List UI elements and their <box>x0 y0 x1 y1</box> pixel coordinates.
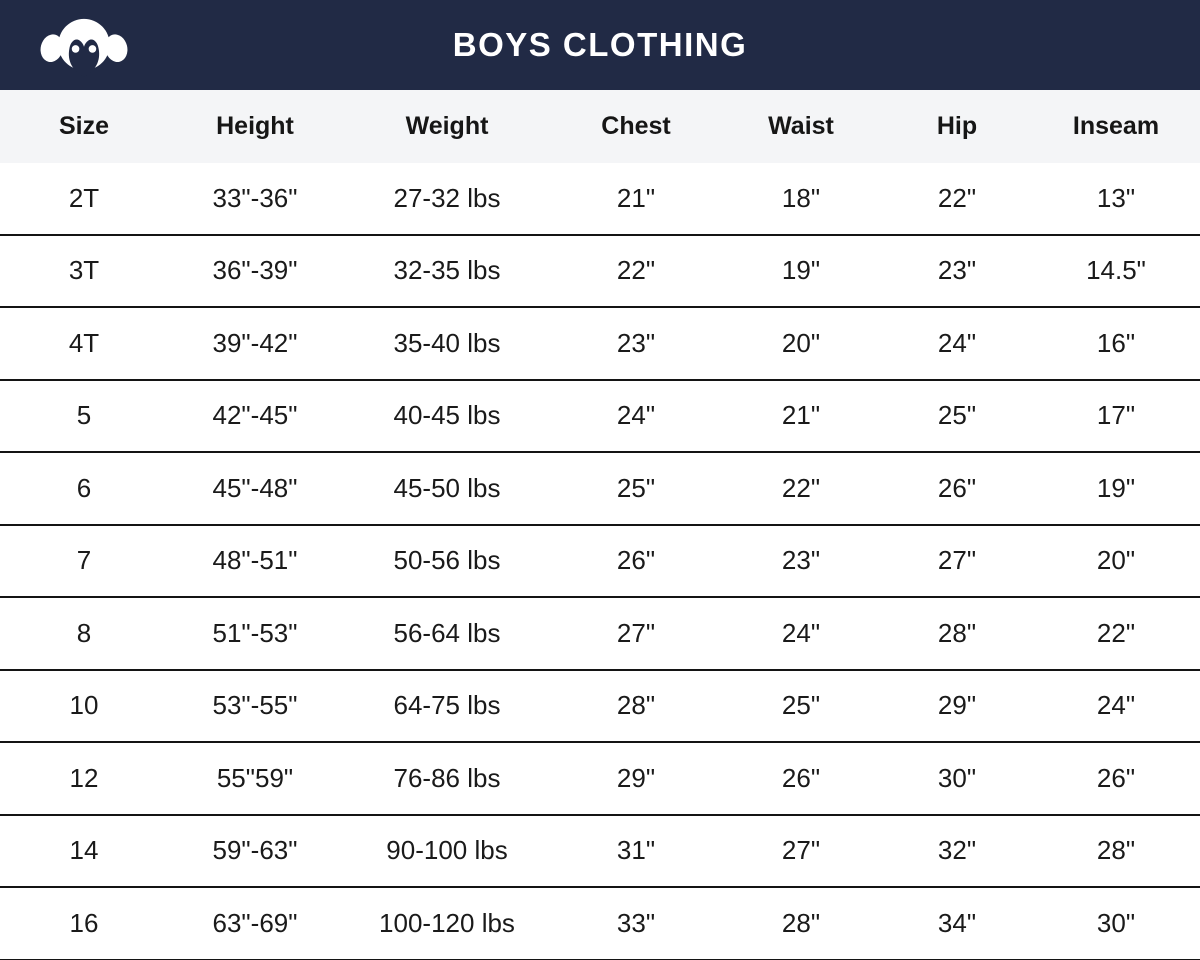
table-cell: 27-32 lbs <box>342 163 552 235</box>
table-cell: 28" <box>882 597 1032 670</box>
table-cell: 18" <box>720 163 882 235</box>
table-cell: 45"-48" <box>168 452 342 525</box>
table-cell: 27" <box>882 525 1032 598</box>
table-cell: 22" <box>882 163 1032 235</box>
table-row <box>0 742 1200 815</box>
table-cell: 27" <box>552 597 720 670</box>
size-chart-table <box>0 90 1200 960</box>
table-cell: 26" <box>1032 742 1200 815</box>
table-cell: 64-75 lbs <box>342 670 552 743</box>
table-cell: 28" <box>1032 815 1200 888</box>
table-cell: 34" <box>882 887 1032 960</box>
table-cell: 33" <box>552 887 720 960</box>
table-row <box>0 670 1200 743</box>
table-cell: 30" <box>882 742 1032 815</box>
column-header: Inseam <box>1072 112 1160 140</box>
table-cell: 17" <box>1032 380 1200 453</box>
table-cell: 35-40 lbs <box>342 307 552 380</box>
table-cell: 20" <box>720 307 882 380</box>
table-cell: 22" <box>720 452 882 525</box>
table-cell: 24" <box>720 597 882 670</box>
table-row <box>0 307 1200 380</box>
table-cell: 19" <box>720 235 882 308</box>
table-cell: 56-64 lbs <box>342 597 552 670</box>
table-cell: 7 <box>0 525 168 598</box>
table-cell: 90-100 lbs <box>342 815 552 888</box>
table-cell: 53"-55" <box>168 670 342 743</box>
table-cell: 10 <box>0 670 168 743</box>
table-cell: 28" <box>720 887 882 960</box>
monkey-logo-icon <box>40 15 128 77</box>
table-cell: 5 <box>0 380 168 453</box>
table-cell: 23" <box>552 307 720 380</box>
table-cell: 30" <box>1032 887 1200 960</box>
table-row <box>0 235 1200 308</box>
table-cell: 21" <box>720 380 882 453</box>
table-cell: 8 <box>0 597 168 670</box>
table-cell: 22" <box>552 235 720 308</box>
table-row <box>0 597 1200 670</box>
table-cell: 23" <box>720 525 882 598</box>
table-cell: 45-50 lbs <box>342 452 552 525</box>
table-cell: 14.5" <box>1032 235 1200 308</box>
table-cell: 16 <box>0 887 168 960</box>
table-cell: 42"-45" <box>168 380 342 453</box>
column-header: Size <box>58 112 110 140</box>
header-band <box>0 0 1200 90</box>
table-cell: 31" <box>552 815 720 888</box>
table-cell: 20" <box>1032 525 1200 598</box>
table-cell: 36"-39" <box>168 235 342 308</box>
table-cell: 51"-53" <box>168 597 342 670</box>
table-cell: 26" <box>552 525 720 598</box>
size-table-body <box>0 163 1200 960</box>
table-cell: 29" <box>552 742 720 815</box>
table-cell: 19" <box>1032 452 1200 525</box>
table-cell: 25" <box>720 670 882 743</box>
table-cell: 25" <box>882 380 1032 453</box>
table-cell: 13" <box>1032 163 1200 235</box>
table-cell: 22" <box>1032 597 1200 670</box>
table-cell: 40-45 lbs <box>342 380 552 453</box>
table-cell: 6 <box>0 452 168 525</box>
table-cell: 29" <box>882 670 1032 743</box>
table-cell: 39"-42" <box>168 307 342 380</box>
table-cell: 21" <box>552 163 720 235</box>
table-cell: 27" <box>720 815 882 888</box>
table-cell: 24" <box>882 307 1032 380</box>
table-cell: 3T <box>0 235 168 308</box>
table-cell: 23" <box>882 235 1032 308</box>
table-cell: 55"59" <box>168 742 342 815</box>
table-cell: 16" <box>1032 307 1200 380</box>
table-row <box>0 887 1200 960</box>
table-cell: 76-86 lbs <box>342 742 552 815</box>
table-cell: 4T <box>0 307 168 380</box>
table-cell: 24" <box>1032 670 1200 743</box>
table-cell: 28" <box>552 670 720 743</box>
table-cell: 32" <box>882 815 1032 888</box>
table-cell: 12 <box>0 742 168 815</box>
table-cell: 48"-51" <box>168 525 342 598</box>
table-cell: 32-35 lbs <box>342 235 552 308</box>
table-cell: 100-120 lbs <box>342 887 552 960</box>
column-header: Weight <box>405 112 489 140</box>
table-cell: 59"-63" <box>168 815 342 888</box>
table-cell: 14 <box>0 815 168 888</box>
table-row <box>0 380 1200 453</box>
table-cell: 26" <box>882 452 1032 525</box>
table-row <box>0 163 1200 235</box>
table-cell: 24" <box>552 380 720 453</box>
table-cell: 26" <box>720 742 882 815</box>
table-row <box>0 525 1200 598</box>
page-title: BOYS CLOTHING <box>452 26 748 63</box>
table-cell: 25" <box>552 452 720 525</box>
table-cell: 63"-69" <box>168 887 342 960</box>
size-table-head <box>0 90 1200 163</box>
size-table-header-row <box>0 90 1200 163</box>
column-header: Hip <box>936 112 978 140</box>
table-row <box>0 452 1200 525</box>
table-row <box>0 815 1200 888</box>
table-cell: 33"-36" <box>168 163 342 235</box>
table-cell: 50-56 lbs <box>342 525 552 598</box>
column-header: Waist <box>768 112 834 140</box>
column-header: Height <box>216 112 294 140</box>
table-cell: 2T <box>0 163 168 235</box>
column-header: Chest <box>601 112 671 140</box>
